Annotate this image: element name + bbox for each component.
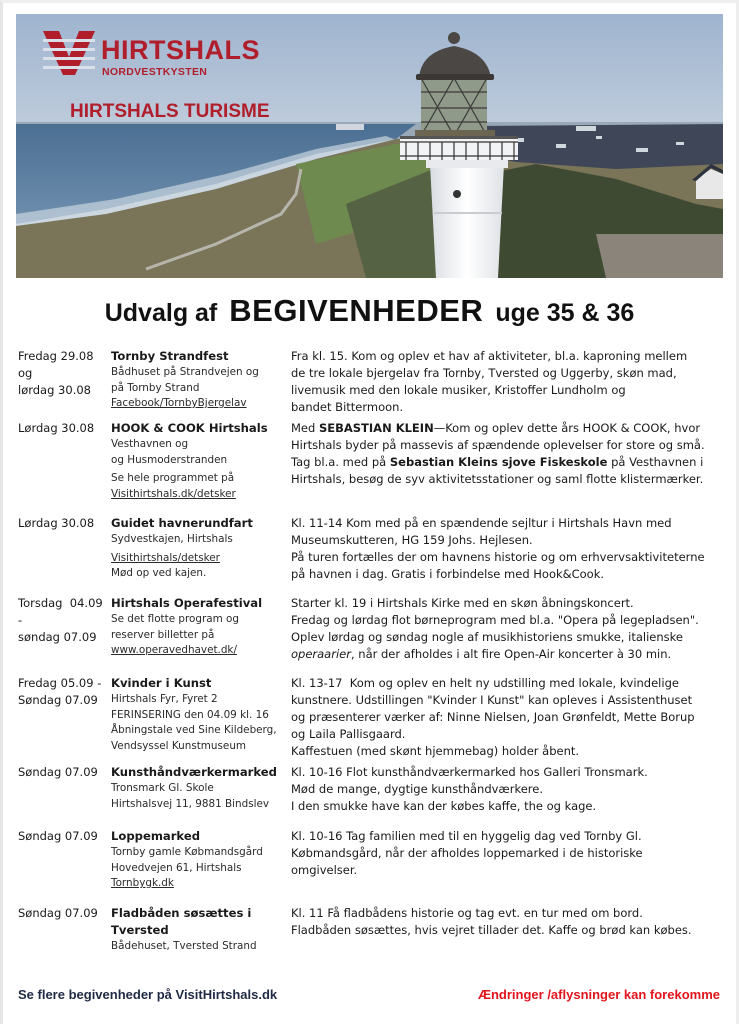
event-title: Kvinder i Kunst (111, 676, 212, 690)
event-info (111, 348, 296, 412)
event-venue: Tornby gamle Købmandsgård (111, 846, 263, 858)
hirtshals-logo (43, 29, 270, 122)
date-line: Torsdag 04.09 (18, 596, 103, 610)
desc-line: Hirtshals, besøg de syv aktivitetsstationer og saml flotte klistermærker. (291, 472, 704, 486)
desc-line: Kl. 11 Få fladbådens historie og tag evt. en tur med om bord. (291, 906, 643, 920)
desc-line: Fladbåden søsættes, hvis vejret tillader det. Kaffe og brød kan købes. (291, 923, 692, 937)
desc-line: på havnen i dag. Gratis i forbindelse med Hook&Cook. (291, 567, 605, 581)
event-venue: Åbningstale ved Sine Kildeberg, (111, 724, 277, 736)
event-note: Se hele programmet på (111, 472, 235, 484)
desc-line: Kl. 10-16 Tag familien med til en hyggelig dag ved Tornby Gl. (291, 829, 642, 843)
desc-line: Starter kl. 19 i Hirtshals Kirke med en skøn åbningskoncert. (291, 596, 634, 610)
desc-line: Kl. 11-14 Kom med på en spændende sejltur i Hirtshals Havn med (291, 516, 672, 530)
desc-line: Hirtshals byder på massevis af spændende oplevelser for store og små. (291, 438, 705, 452)
event-link[interactable]: Visithirtshals/detsker (111, 551, 220, 564)
event-description (291, 420, 731, 488)
event-venue: Bådhuset på Strandvejen og (111, 366, 259, 378)
event-venue: Hirtshalsvej 11, 9881 Bindslev (111, 797, 270, 810)
event-link[interactable]: Facebook/TornbyBjergelav (111, 397, 247, 409)
date-line: lørdag 30.08 (18, 383, 91, 397)
date-line: Søndag 07.09 (18, 829, 98, 843)
event-date (18, 905, 110, 922)
desc-line: Kl. 10-16 Flot kunsthåndværkermarked hos Galleri Tronsmark. (291, 765, 648, 779)
changes-notice: Ændringer /aflysninger kan forekomme (477, 987, 720, 1002)
desc-line: Købmandsgård, når der afholdes loppemarked i de historiske (291, 846, 643, 860)
title-prefix: Udvalg af (104, 299, 218, 327)
desc-line: Kaffestuen (med skønt hjemmebag) holder åbent. (291, 744, 580, 758)
desc-line: Kl. 13-17 Kom og oplev en helt ny udstilling med lokale, kvindelige (291, 676, 679, 690)
event-title: Kunsthåndværkermarked (111, 765, 277, 779)
event-title: Fladbåden søsættes i (111, 906, 252, 920)
event-description (291, 675, 731, 760)
event-venue: FERINSERING den 04.09 kl. 16 (111, 708, 269, 721)
date-line: Søndag 07.09 (18, 693, 98, 707)
event-info (111, 828, 296, 892)
event-venue: Sydvestkajen, Hirtshals (111, 533, 233, 545)
event-date (18, 515, 110, 532)
more-events-link[interactable]: Se flere begivenheder på VisitHirtshals.dk (18, 987, 278, 1002)
event-info (111, 905, 296, 955)
title-suffix: uge 35 & 36 (495, 299, 635, 327)
desc-line: Tag bl.a. med på Sebastian Kleins sjove Fiskeskole på Vesthavnen i (291, 455, 704, 469)
event-date (18, 595, 113, 646)
event-date (18, 348, 110, 399)
event-title: Guidet havnerundfart (111, 516, 253, 530)
event-venue: og Husmoderstranden (111, 453, 228, 466)
date-line: Søndag 07.09 (18, 765, 98, 779)
desc-line: og præsenterer værker af: Ninne Nielsen, Joan Grønfeldt, Mette Borup (291, 710, 695, 724)
event-venue: Bådehuset, Tversted Strand (111, 940, 257, 952)
desc-line: Oplev lørdag og søndag nogle af musikhistoriens smukke, italienske (291, 630, 683, 644)
event-description (291, 764, 731, 815)
event-info (111, 764, 296, 812)
title-main: BEGIVENHEDER (229, 293, 484, 328)
event-venue: Vendsyssel Kunstmuseum (111, 739, 247, 752)
date-line: og (18, 366, 33, 380)
date-line: Søndag 07.09 (18, 906, 98, 920)
desc-line: På turen fortælles der om havnens historie og om erhvervsaktiviteterne (291, 550, 705, 564)
v-logo-icon (43, 29, 95, 77)
desc-line: kunstnere. Udstillingen "Kvinder I Kunst" kan opleves i Assistenthuset (291, 693, 693, 707)
event-description (291, 828, 731, 879)
event-title: HOOK & COOK Hirtshals (111, 421, 268, 435)
desc-line: Med SEBASTIAN KLEIN—Kom og oplev dette års HOOK & COOK, hvor (291, 421, 701, 435)
hero-photo (16, 14, 723, 278)
event-title: Tornby Strandfest (111, 349, 229, 363)
event-description (291, 905, 731, 939)
desc-line: livemusik med den lokale musiker, Kristoffer Lundholm og (291, 383, 626, 397)
event-title: Loppemarked (111, 829, 200, 843)
event-date (18, 764, 110, 781)
event-date (18, 828, 110, 845)
event-description (291, 595, 731, 663)
date-line: Lørdag 30.08 (18, 421, 95, 435)
desc-line: Fra kl. 15. Kom og oplev et hav af aktiviteter, bl.a. kaproning mellem (291, 349, 688, 363)
event-date (18, 675, 110, 709)
event-venue: Hovedvejen 61, Hirtshals (111, 861, 242, 874)
date-line: - (18, 613, 23, 627)
desc-line: omgivelser. (291, 863, 358, 877)
event-venue: Se det flotte program og (111, 613, 240, 625)
event-info (111, 675, 296, 754)
event-venue: Tronsmark Gl. Skole (111, 782, 214, 794)
desc-line: Museumskutteren, HG 159 Johs. Hejlesen. (291, 533, 533, 547)
event-venue: Vesthavnen og (111, 438, 189, 450)
event-link[interactable]: Visithirtshals.dk/detsker (111, 487, 236, 500)
event-title: Tversted (111, 923, 169, 937)
date-line: Fredag 29.08 (18, 349, 94, 363)
desc-line: I den smukke have kan der købes kaffe, the og kage. (291, 799, 597, 813)
event-info (111, 595, 296, 659)
event-info (111, 420, 296, 502)
event-note: Mød op ved kajen. (111, 567, 207, 579)
desc-line: operaarier, når der afholdes i alt fire Open-Air koncerter à 30 min. (291, 647, 672, 661)
desc-line: Fredag og lørdag flot børneprogram med bl.a. "Opera på legepladsen". (291, 613, 699, 627)
date-line: Lørdag 30.08 (18, 516, 95, 530)
date-line: søndag 07.09 (18, 630, 97, 644)
date-line: Fredag 05.09 - (18, 676, 102, 690)
organization-name: HIRTSHALS TURISME (70, 101, 270, 122)
event-venue: på Tornby Strand (111, 381, 200, 394)
desc-line: og Laila Pallisgaard. (291, 727, 406, 741)
desc-line: de tre lokale bjergelav fra Tornby, Tversted og Uggerby, skøn mad, (291, 366, 677, 380)
event-title: Hirtshals Operafestival (111, 596, 263, 610)
event-venue: reserver billetter på (111, 628, 215, 641)
event-info (111, 515, 296, 582)
desc-line: Mød de mange, dygtige kunsthåndværkere. (291, 782, 543, 796)
desc-line: bandet Bittermoon. (291, 400, 404, 414)
event-link[interactable]: Tornbygk.dk (111, 877, 174, 889)
event-date (18, 420, 110, 437)
logo-word: HIRTSHALS (101, 35, 260, 65)
event-venue: Hirtshals Fyr, Fyret 2 (111, 693, 218, 705)
event-link[interactable]: www.operavedhavet.dk/ (111, 644, 237, 656)
event-description (291, 348, 731, 416)
event-description (291, 515, 731, 583)
page-title (0, 293, 739, 329)
logo-subtitle: NORDVESTKYSTEN (102, 66, 208, 78)
